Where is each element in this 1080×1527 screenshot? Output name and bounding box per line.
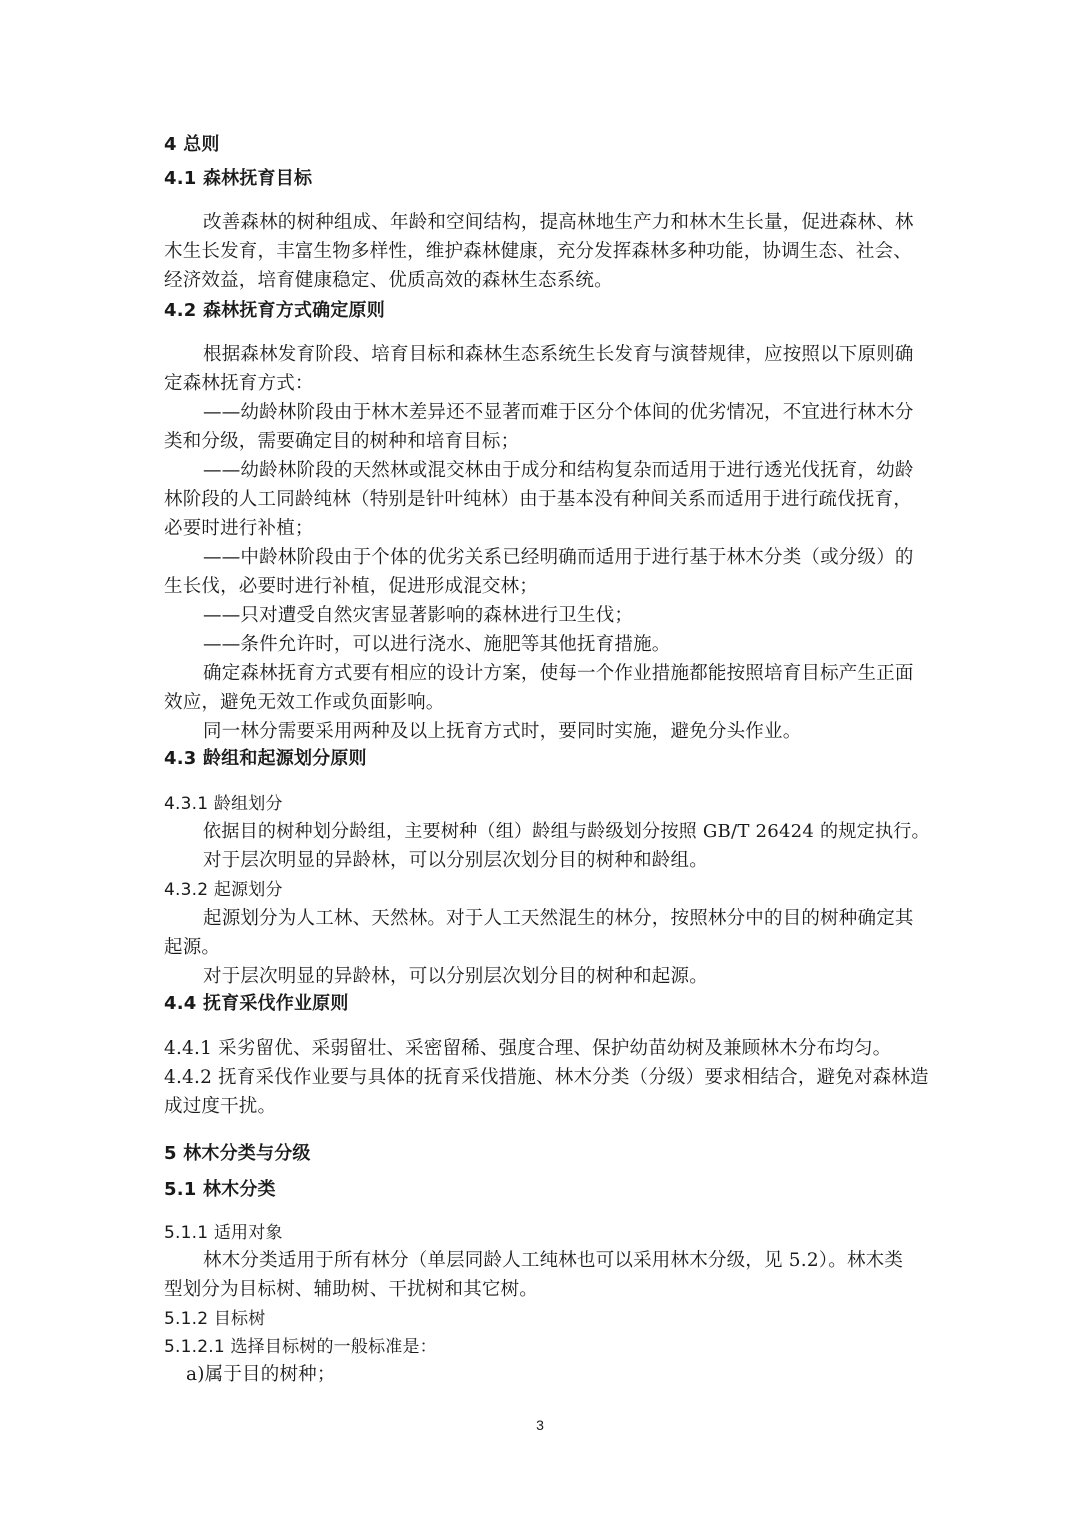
- paragraph-line: ——中龄林阶段由于个体的优劣关系已经明确而适用于进行基于林木分类（或分级）的: [203, 547, 914, 568]
- paragraph-line: 型划分为目标树、辅助树、干扰树和其它树。: [164, 1279, 539, 1300]
- section-5-heading: 5 林木分类与分级: [164, 1143, 311, 1164]
- section-4-2-heading: 4.2 森林抚育方式确定原则: [164, 300, 385, 321]
- clause-5-1-2-1: 5.1.2.1 选择目标树的一般标准是：: [164, 1337, 437, 1357]
- clause-4-4-1: 4.4.1 采劣留优、采弱留壮、采密留稀、强度合理、保护幼苗幼树及兼顾林木分布均匀。: [164, 1038, 892, 1059]
- section-4-heading: 4 总则: [164, 134, 220, 155]
- paragraph-line: 改善森林的树种组成、年龄和空间结构，提高林地生产力和林木生长量，促进森林、林: [203, 212, 914, 233]
- paragraph-line: 对于层次明显的异龄林，可以分别层次划分目的树种和龄组。: [203, 850, 708, 871]
- list-item-a: a)属于目的树种；: [186, 1364, 336, 1385]
- section-4-3-2-heading: 4.3.2 起源划分: [164, 880, 283, 900]
- paragraph-line: 同一林分需要采用两种及以上抚育方式时，要同时实施，避免分头作业。: [203, 721, 802, 742]
- paragraph-line: 林阶段的人工同龄纯林（特别是针叶纯林）由于基本没有种间关系而适用于进行疏伐抚育，: [164, 489, 913, 510]
- section-5-1-heading: 5.1 林木分类: [164, 1179, 276, 1200]
- paragraph-line: 林木分类适用于所有林分（单层同龄人工纯林也可以采用林木分级，见 5.2）。林木类: [203, 1250, 904, 1271]
- paragraph-line: 根据森林发育阶段、培育目标和森林生态系统生长发育与演替规律，应按照以下原则确: [203, 344, 914, 365]
- paragraph-line: 必要时进行补植；: [164, 518, 314, 539]
- section-4-3-heading: 4.3 龄组和起源划分原则: [164, 748, 367, 769]
- section-4-4-heading: 4.4 抚育采伐作业原则: [164, 993, 349, 1014]
- clause-4-4-2: 4.4.2 抚育采伐作业要与具体的抚育采伐措施、林木分类（分级）要求相结合，避免对森林造: [164, 1067, 929, 1088]
- paragraph-line: 成过度干扰。: [164, 1096, 277, 1117]
- section-5-1-1-heading: 5.1.1 适用对象: [164, 1223, 283, 1243]
- page-number: 3: [536, 1417, 544, 1433]
- paragraph-line: 定森林抚育方式：: [164, 373, 314, 394]
- paragraph-line: ——只对遭受自然灾害显著影响的森林进行卫生伐；: [203, 605, 634, 626]
- paragraph-line: ——幼龄林阶段的天然林或混交林由于成分和结构复杂而适用于进行透光伐抚育，幼龄: [203, 460, 914, 481]
- paragraph-line: 起源划分为人工林、天然林。对于人工天然混生的林分，按照林分中的目的树种确定其: [203, 908, 914, 929]
- paragraph-line: 木生长发育，丰富生物多样性，维护森林健康，充分发挥森林多种功能，协调生态、社会、: [164, 241, 913, 262]
- paragraph-line: 生长伐，必要时进行补植，促进形成混交林；: [164, 576, 539, 597]
- section-5-1-2-heading: 5.1.2 目标树: [164, 1309, 266, 1329]
- paragraph-line: 确定森林抚育方式要有相应的设计方案，使每一个作业措施都能按照培育目标产生正面: [203, 663, 914, 684]
- paragraph-line: ——幼龄林阶段由于林木差异还不显著而难于区分个体间的优劣情况，不宜进行林木分: [203, 402, 914, 423]
- paragraph-line: 起源。: [164, 937, 221, 958]
- section-4-3-1-heading: 4.3.1 龄组划分: [164, 794, 283, 814]
- paragraph-line: 依据目的树种划分龄组，主要树种（组）龄组与龄级划分按照 GB/T 26424 的规定执行。: [203, 821, 930, 842]
- section-4-1-heading: 4.1 森林抚育目标: [164, 168, 313, 189]
- paragraph-line: ——条件允许时，可以进行浇水、施肥等其他抚育措施。: [203, 634, 671, 655]
- paragraph-line: 对于层次明显的异龄林，可以分别层次划分目的树种和起源。: [203, 966, 708, 987]
- paragraph-line: 类和分级，需要确定目的树种和培育目标；: [164, 431, 520, 452]
- paragraph-line: 效应，避免无效工作或负面影响。: [164, 692, 445, 713]
- paragraph-line: 经济效益，培育健康稳定、优质高效的森林生态系统。: [164, 270, 613, 291]
